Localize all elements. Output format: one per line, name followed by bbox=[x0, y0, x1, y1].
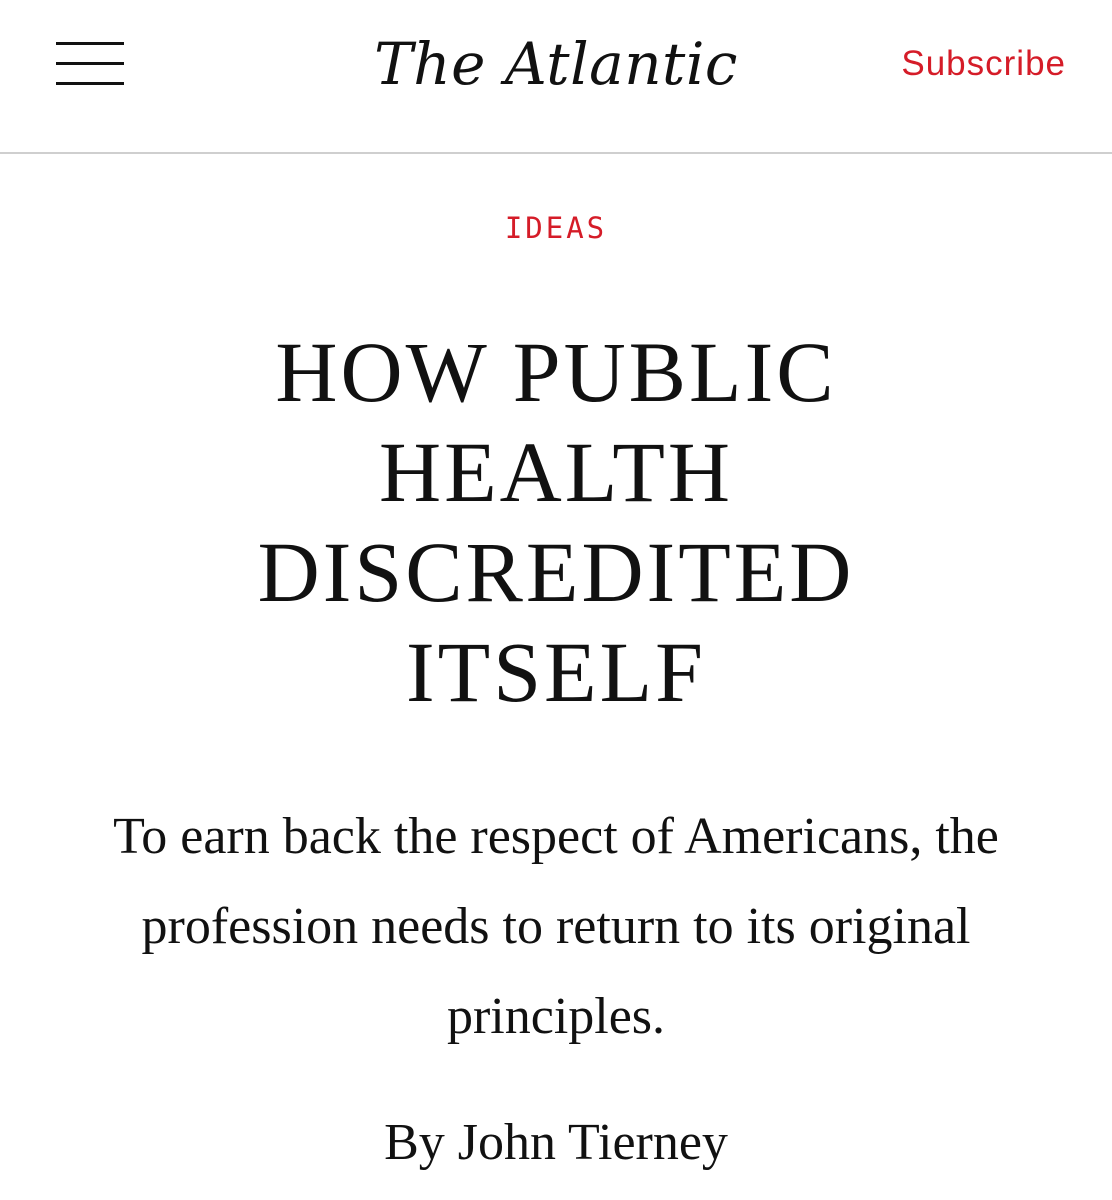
subscribe-link[interactable]: Subscribe bbox=[901, 44, 1066, 83]
article-headline: HOW PUBLIC HEALTH DISCREDITED ITSELF bbox=[257, 324, 855, 720]
site-header bbox=[0, 0, 1112, 154]
article-byline: By John Tierney bbox=[384, 1114, 728, 1171]
site-logo[interactable]: The Atlantic bbox=[374, 30, 738, 98]
section-label[interactable]: IDEAS bbox=[504, 211, 608, 245]
article-dek: To earn back the respect of Americans, the profession needs to return to its original principles. bbox=[113, 808, 999, 1045]
